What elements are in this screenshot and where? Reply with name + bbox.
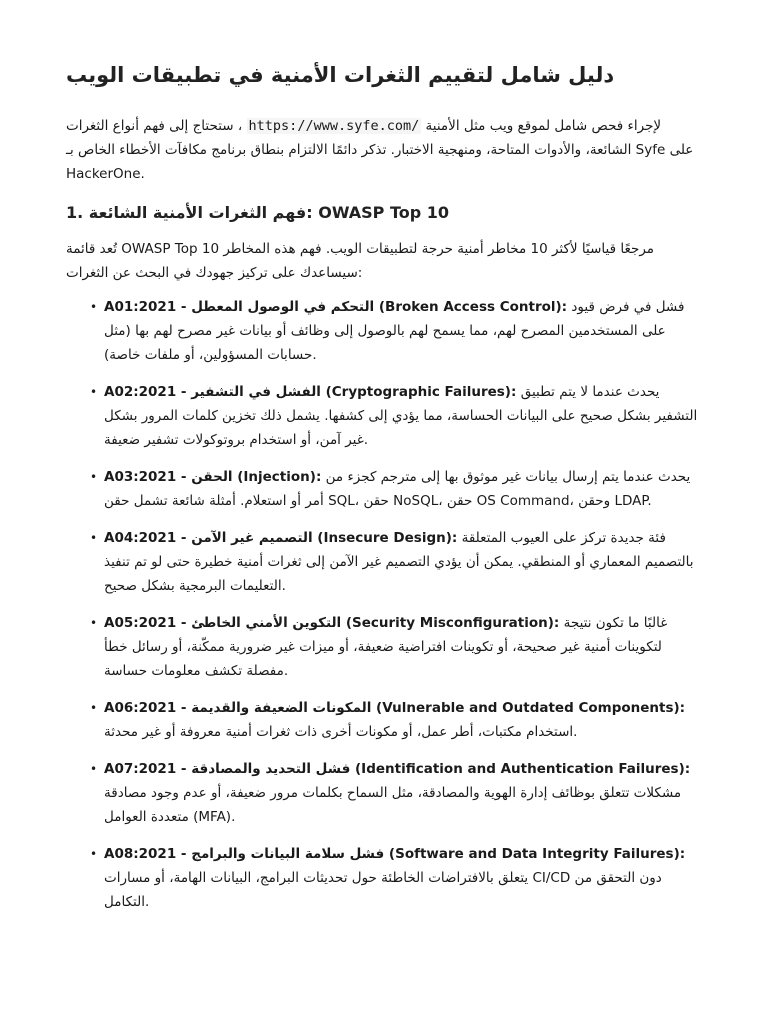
item-description: يحدث عندما لا يتم تطبيق التشفير بشكل صحيح على البيانات الحساسة، مما يؤدي إلى كشفها. يشمل ذلك تخزين كلمات المرور بشكل غير آمن، أو استخدام بروتوكولات تشفير ضعيفة. [104,383,698,448]
item-name-ar: الفشل في التشفير [191,383,321,400]
page-title: دليل شامل لتقييم الثغرات الأمنية في تطبيقات الويب [66,63,615,87]
section-heading [66,202,702,224]
item-description: غالبًا ما تكون نتيجة لتكوينات أمنية غير صحيحة، أو تكوينات افتراضية ضعيفة، أو ميزات غير ضرورية ممكّنة، أو رسائل خطأ مفصلة تكشف معلومات حساسة. [104,614,668,679]
item-name-en: (Insecure Design): [312,529,458,546]
section-intro: تُعد قائمة OWASP Top 10 مرجعًا قياسيًا لأكثر 10 مخاطر أمنية حرجة لتطبيقات الويب. فهم هذه المخاطر سيساعدك على تركيز جهودك في البحث عن الثغرات: [66,240,654,281]
item-name-ar: التصميم غير الآمن [191,529,313,546]
list-item [104,526,702,598]
item-description: استخدام مكتبات، أطر عمل، أو مكونات أخرى ذات ثغرات أمنية معروفة أو غير محدثة. [104,723,578,740]
item-name-en: (Security Misconfiguration): [341,614,560,631]
list-item [104,611,702,683]
list-item [104,696,702,744]
item-name-ar: فشل سلامة البيانات والبرامج [191,845,385,862]
target-url: https://www.syfe.com/ [248,118,420,135]
item-name-en: (Injection): [232,468,322,485]
item-description: يتعلق بالافتراضات الخاطئة حول تحديثات البرامج، البيانات الهامة، أو مسارات CI/CD دون التحقق من التكامل. [104,869,662,910]
item-name-en: (Broken Access Control): [374,298,568,315]
item-name-ar: التحكم في الوصول المعطل [191,298,375,315]
list-item [104,842,702,914]
item-code: A08:2021 - [104,845,192,862]
intro-paragraph [66,114,702,186]
item-code: A04:2021 - [104,529,192,546]
list-item [104,295,702,367]
section-number: 1. [66,203,89,223]
section-heading-en: : OWASP Top 10 [306,203,450,223]
item-code: A06:2021 - [104,699,192,716]
item-code: A05:2021 - [104,614,192,631]
item-name-ar: فشل التحديد والمصادقة [191,760,351,777]
item-name-en: (Vulnerable and Outdated Components): [371,699,686,716]
item-description: يحدث عندما يتم إرسال بيانات غير موثوق بها إلى مترجم كجزء من أمر أو استعلام. أمثلة شائعة تشمل حقن SQL، حقن NoSQL، حقن OS Command، وحقن LDAP. [104,468,691,509]
intro-text-start: ستحتاج إلى فهم أنواع الثغرات ، [66,118,247,135]
item-description: مشكلات تتعلق بوظائف إدارة الهوية والمصادقة، مثل السماح بكلمات مرور ضعيفة، أو عدم وجود مصادقة متعددة العوامل (MFA). [104,784,682,825]
item-name-ar: المكونات الضعيفة والقديمة [191,699,372,716]
item-code: A03:2021 - [104,468,192,485]
item-description: فئة جديدة تركز على العيوب المتعلقة بالتصميم المعماري أو المنطقي. يمكن أن يؤدي التصميم غير الآمن إلى ثغرات أمنية خطيرة حتى لو تم تنفيذ التعليمات البرمجية بشكل صحيح. [104,529,694,594]
owasp-list [66,295,702,914]
intro-text-end: لإجراء فحص شامل لموقع ويب مثل الأمنية الشائعة، والأدوات المتاحة، ومنهجية الاختبار. تذكر دائمًا الالتزام بنطاق برنامج مكافآت الأخطاء الخاص بـ Syfe على HackerOne. [66,118,694,183]
list-item [104,380,702,452]
item-code: A01:2021 - [104,298,192,315]
item-code: A02:2021 - [104,383,192,400]
item-name-ar: الحقن [191,468,233,485]
item-name-en: (Software and Data Integrity Failures): [384,845,686,862]
item-code: A07:2021 - [104,760,192,777]
item-name-en: (Identification and Authentication Failures): [350,760,691,777]
list-item [104,465,702,513]
list-item [104,757,702,829]
item-description: فشل في فرض قيود على المستخدمين المصرح لهم، مما يسمح لهم بالوصول إلى وظائف أو بيانات غير مصرح لهم بها (مثل حسابات المسؤولين، أو ملفات خاصة). [104,298,685,363]
item-name-en: (Cryptographic Failures): [320,383,517,400]
item-name-ar: التكوين الأمني الخاطئ [191,614,342,631]
section-heading-ar: فهم الثغرات الأمنية الشائعة [88,203,307,223]
